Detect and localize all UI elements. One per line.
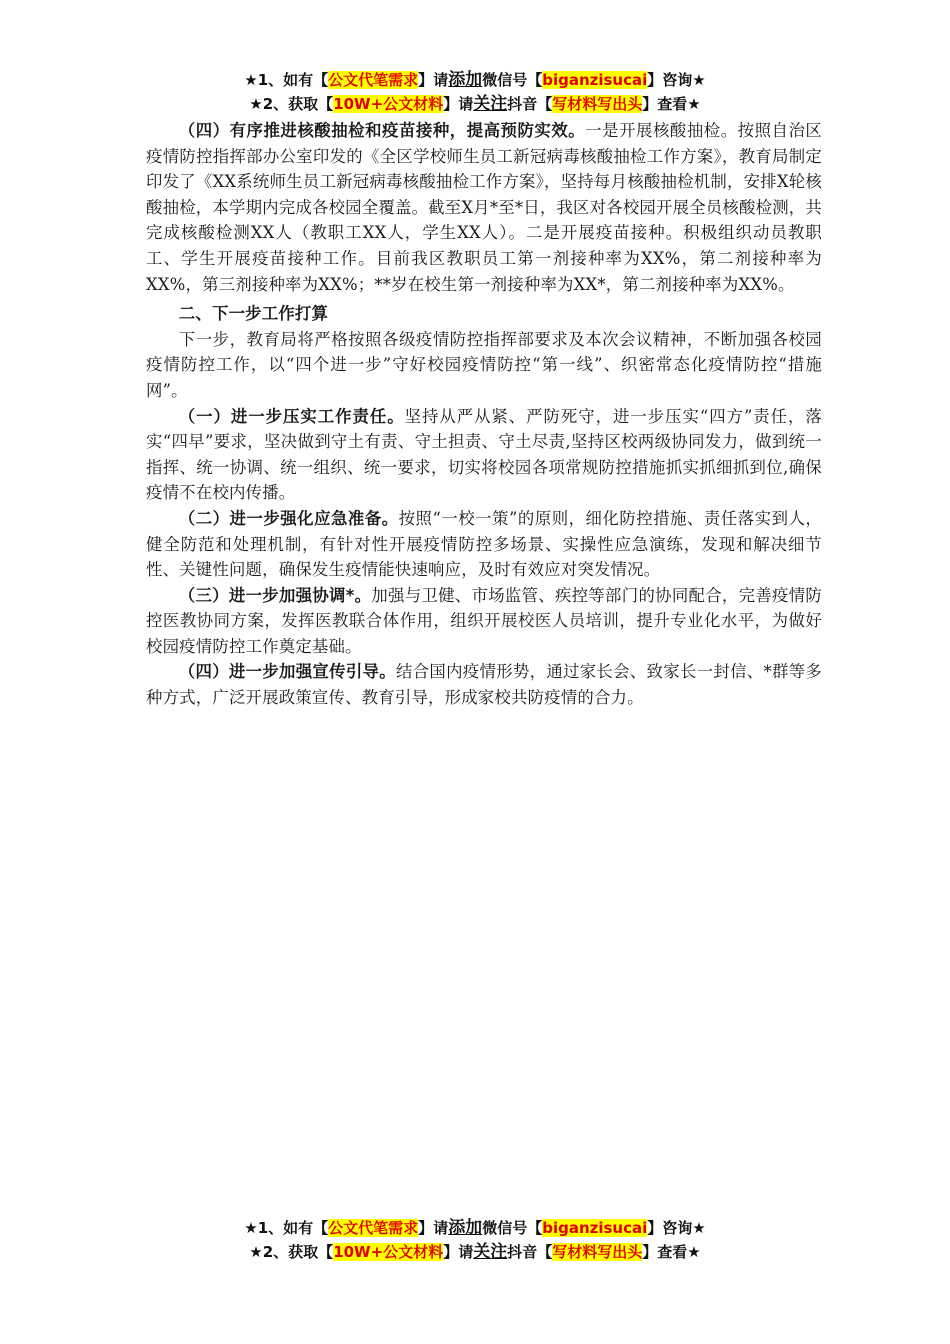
highlight-text: 10W+公文材料	[333, 1243, 444, 1261]
footer-ad-line-1: ★1、如有【公文代笔需求】请添加微信号【biganzisucai】咨询★	[244, 1218, 706, 1238]
header-ad-line-1: ★1、如有【公文代笔需求】请添加微信号【biganzisucai】咨询★	[244, 70, 706, 90]
underlined-text: 关注	[473, 1242, 508, 1262]
underlined-text: 添加	[448, 70, 483, 90]
paragraph-nucleic-vaccine: （四）有序推进核酸抽检和疫苗接种，提高预防实效。一是开展核酸抽检。按照自治区疫情防控指挥部办公室印发的《全区学校师生员工新冠病毒核酸抽检工作方案》，教育局制定印发了《XX系统师生员工新冠病毒核酸抽检工作方案》，坚持每月核酸抽检机制，安排X轮核酸抽检，本学期内完成各校园全覆盖。截至X月*至*日，我区对各校园开展全员核酸检测，共完成核酸检测XX人（教职工XX人，学生XX人）。二是开展疫苗接种。积极组织动员教职工、学生开展疫苗接种工作。目前我区教职员工第一剂接种率为XX%，第二剂接种率为XX%，第三剂接种率为XX%；**岁在校生第一剂接种率为XX*，第二剂接种率为XX%。	[146, 121, 822, 294]
wechat-id: biganzisucai	[542, 1219, 648, 1237]
wechat-id: biganzisucai	[542, 71, 648, 89]
paragraph-emergency: （二）进一步强化应急准备。按照“一校一策”的原则，细化防控措施、责任落实到人，健全防范和处理机制，有针对性开展疫情防控多场景、实操性应急演练，发现和解决细节性、关键性问题，确保发生疫情能快速响应，及时有效应对突发情况。	[146, 508, 822, 580]
highlight-text: 公文代笔需求	[328, 1219, 419, 1237]
douyin-account: 写材料写出头	[552, 95, 643, 113]
section-heading: 二、下一步工作打算	[178, 304, 329, 324]
document-body	[146, 118, 822, 711]
header-ad-line-2: ★2、获取【10W+公文材料】请关注抖音【写材料写出头】查看★	[249, 94, 701, 114]
paragraph-responsibility: （一）进一步压实工作责任。坚持从严从紧、严防死守，进一步压实“四方”责任，落实“四早”要求，坚决做到守土有责、守土担责、守土尽责,坚持区校两级协同发力，做到统一指挥、统一协调、统一组织、统一要求，切实将校园各项常规防控措施抓实抓细抓到位,确保疫情不在校内传播。	[146, 406, 822, 503]
highlight-text: 10W+公文材料	[333, 95, 444, 113]
paragraph-publicity: （四）进一步加强宣传引导。结合国内疫情形势，通过家长会、致家长一封信、*群等多种方式，广泛开展政策宣传、教育引导，形成家校共防疫情的合力。	[146, 662, 822, 708]
footer-ad	[0, 1216, 950, 1264]
underlined-text: 关注	[473, 94, 508, 114]
highlight-text: 公文代笔需求	[328, 71, 419, 89]
paragraph-next-steps: 下一步，教育局将严格按照各级疫情防控指挥部要求及本次会议精神，不断加强各校园疫情防控工作，以“四个进一步”守好校园疫情防控“第一线”、织密常态化疫情防控“措施网”。	[146, 329, 822, 400]
douyin-account: 写材料写出头	[552, 1243, 643, 1261]
paragraph-coordination: （三）进一步加强协调*。加强与卫健、市场监管、疾控等部门的协同配合，完善疫情防控医教协同方案，发挥医教联合体作用，组织开展校医人员培训，提升专业化水平，为做好校园疫情防控工作奠定基础。	[146, 585, 822, 656]
footer-ad-line-2: ★2、获取【10W+公文材料】请关注抖音【写材料写出头】查看★	[249, 1242, 701, 1262]
underlined-text: 添加	[448, 1218, 483, 1238]
header-ad	[0, 68, 950, 116]
